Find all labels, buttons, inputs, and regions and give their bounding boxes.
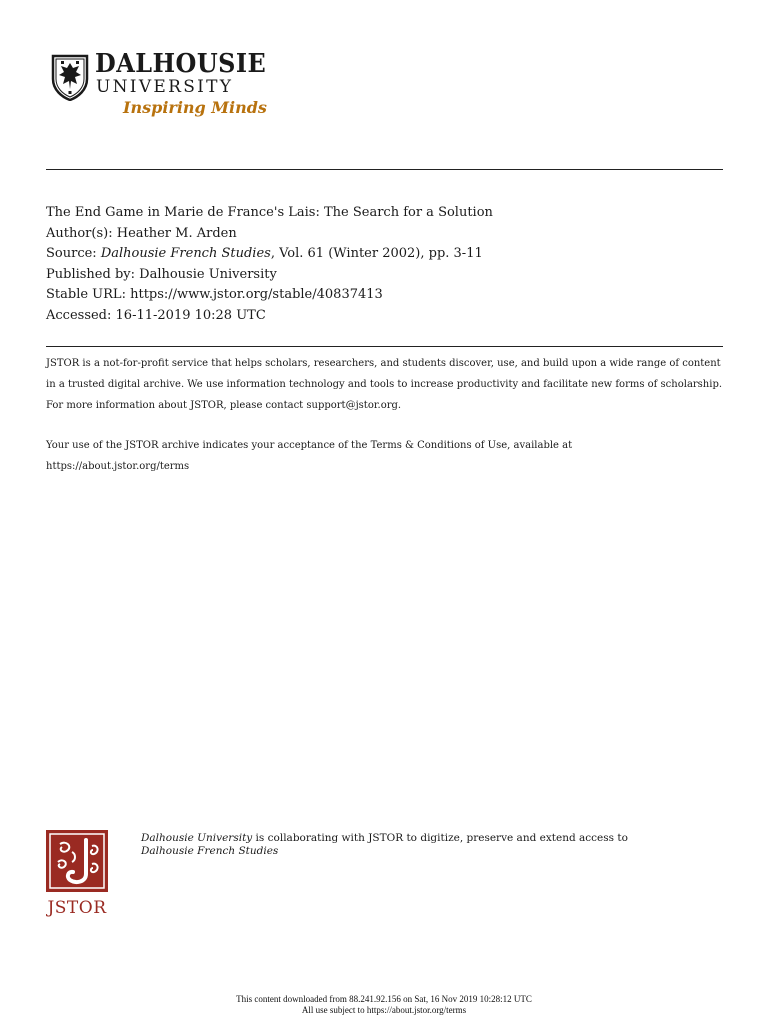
collaboration-journal: Dalhousie French Studies xyxy=(141,845,279,857)
jstor-logo-icon xyxy=(46,830,108,892)
top-divider xyxy=(46,169,723,170)
author-name: Heather M. Arden xyxy=(116,225,237,241)
university-name: DALHOUSIE xyxy=(95,49,267,79)
article-title: The End Game in Marie de France's Lais: The Search for a Solution xyxy=(46,205,493,220)
author-line xyxy=(46,224,726,245)
dalhousie-shield-icon xyxy=(50,53,90,101)
collaboration-note xyxy=(141,832,721,858)
jstor-logo xyxy=(46,830,108,920)
accessed-label: Accessed: xyxy=(46,307,112,323)
dalhousie-logo xyxy=(50,50,270,122)
publisher-line xyxy=(46,265,726,286)
citation-block xyxy=(46,203,726,326)
accessed-line xyxy=(46,306,726,327)
source-journal: Dalhousie French Studies xyxy=(100,246,271,261)
about-jstor-text: JSTOR is a not-for-profit service that helps scholars, researchers, and students discover, use, and build upon a wide range of content in a trusted digital archive. We use information technology and tools to increase productivity and facilitate new forms of scholarship. For more information about JSTOR, please contact support@jstor.org. xyxy=(46,358,723,411)
publisher-label: Published by: xyxy=(46,266,135,282)
stable-url-label: Stable URL: xyxy=(46,287,126,302)
author-label: Author(s): xyxy=(46,225,113,241)
jstor-notice xyxy=(46,353,726,477)
footer-download-line: This content downloaded from 88.241.92.156 on Sat, 16 Nov 2019 10:28:12 UTC xyxy=(236,994,532,1004)
accessed-date: 16-11-2019 10:28 UTC xyxy=(115,307,266,323)
university-tagline: Inspiring Minds xyxy=(123,98,267,117)
publisher-name: Dalhousie University xyxy=(139,266,277,282)
stable-url-link[interactable]: https://www.jstor.org/stable/40837413 xyxy=(130,287,383,302)
partner-name: Dalhousie University xyxy=(141,832,253,844)
source-details: , Vol. 61 (Winter 2002), pp. 3-11 xyxy=(270,246,483,261)
jstor-wordmark: JSTOR xyxy=(47,898,107,918)
middle-divider xyxy=(46,346,723,347)
download-footer xyxy=(0,994,768,1016)
source-line xyxy=(46,244,726,265)
source-label: Source: xyxy=(46,246,97,261)
terms-link[interactable]: https://about.jstor.org/terms xyxy=(46,461,190,472)
stable-url-line xyxy=(46,285,726,306)
terms-text xyxy=(46,435,726,477)
footer-terms-line: All use subject to https://about.jstor.org/terms xyxy=(301,1005,467,1015)
university-subtitle: UNIVERSITY xyxy=(96,77,234,97)
terms-line: Your use of the JSTOR archive indicates your acceptance of the Terms & Conditions of Use, available at xyxy=(46,440,573,451)
collaboration-text: is collaborating with JSTOR to digitize, preserve and extend access to xyxy=(252,832,628,844)
